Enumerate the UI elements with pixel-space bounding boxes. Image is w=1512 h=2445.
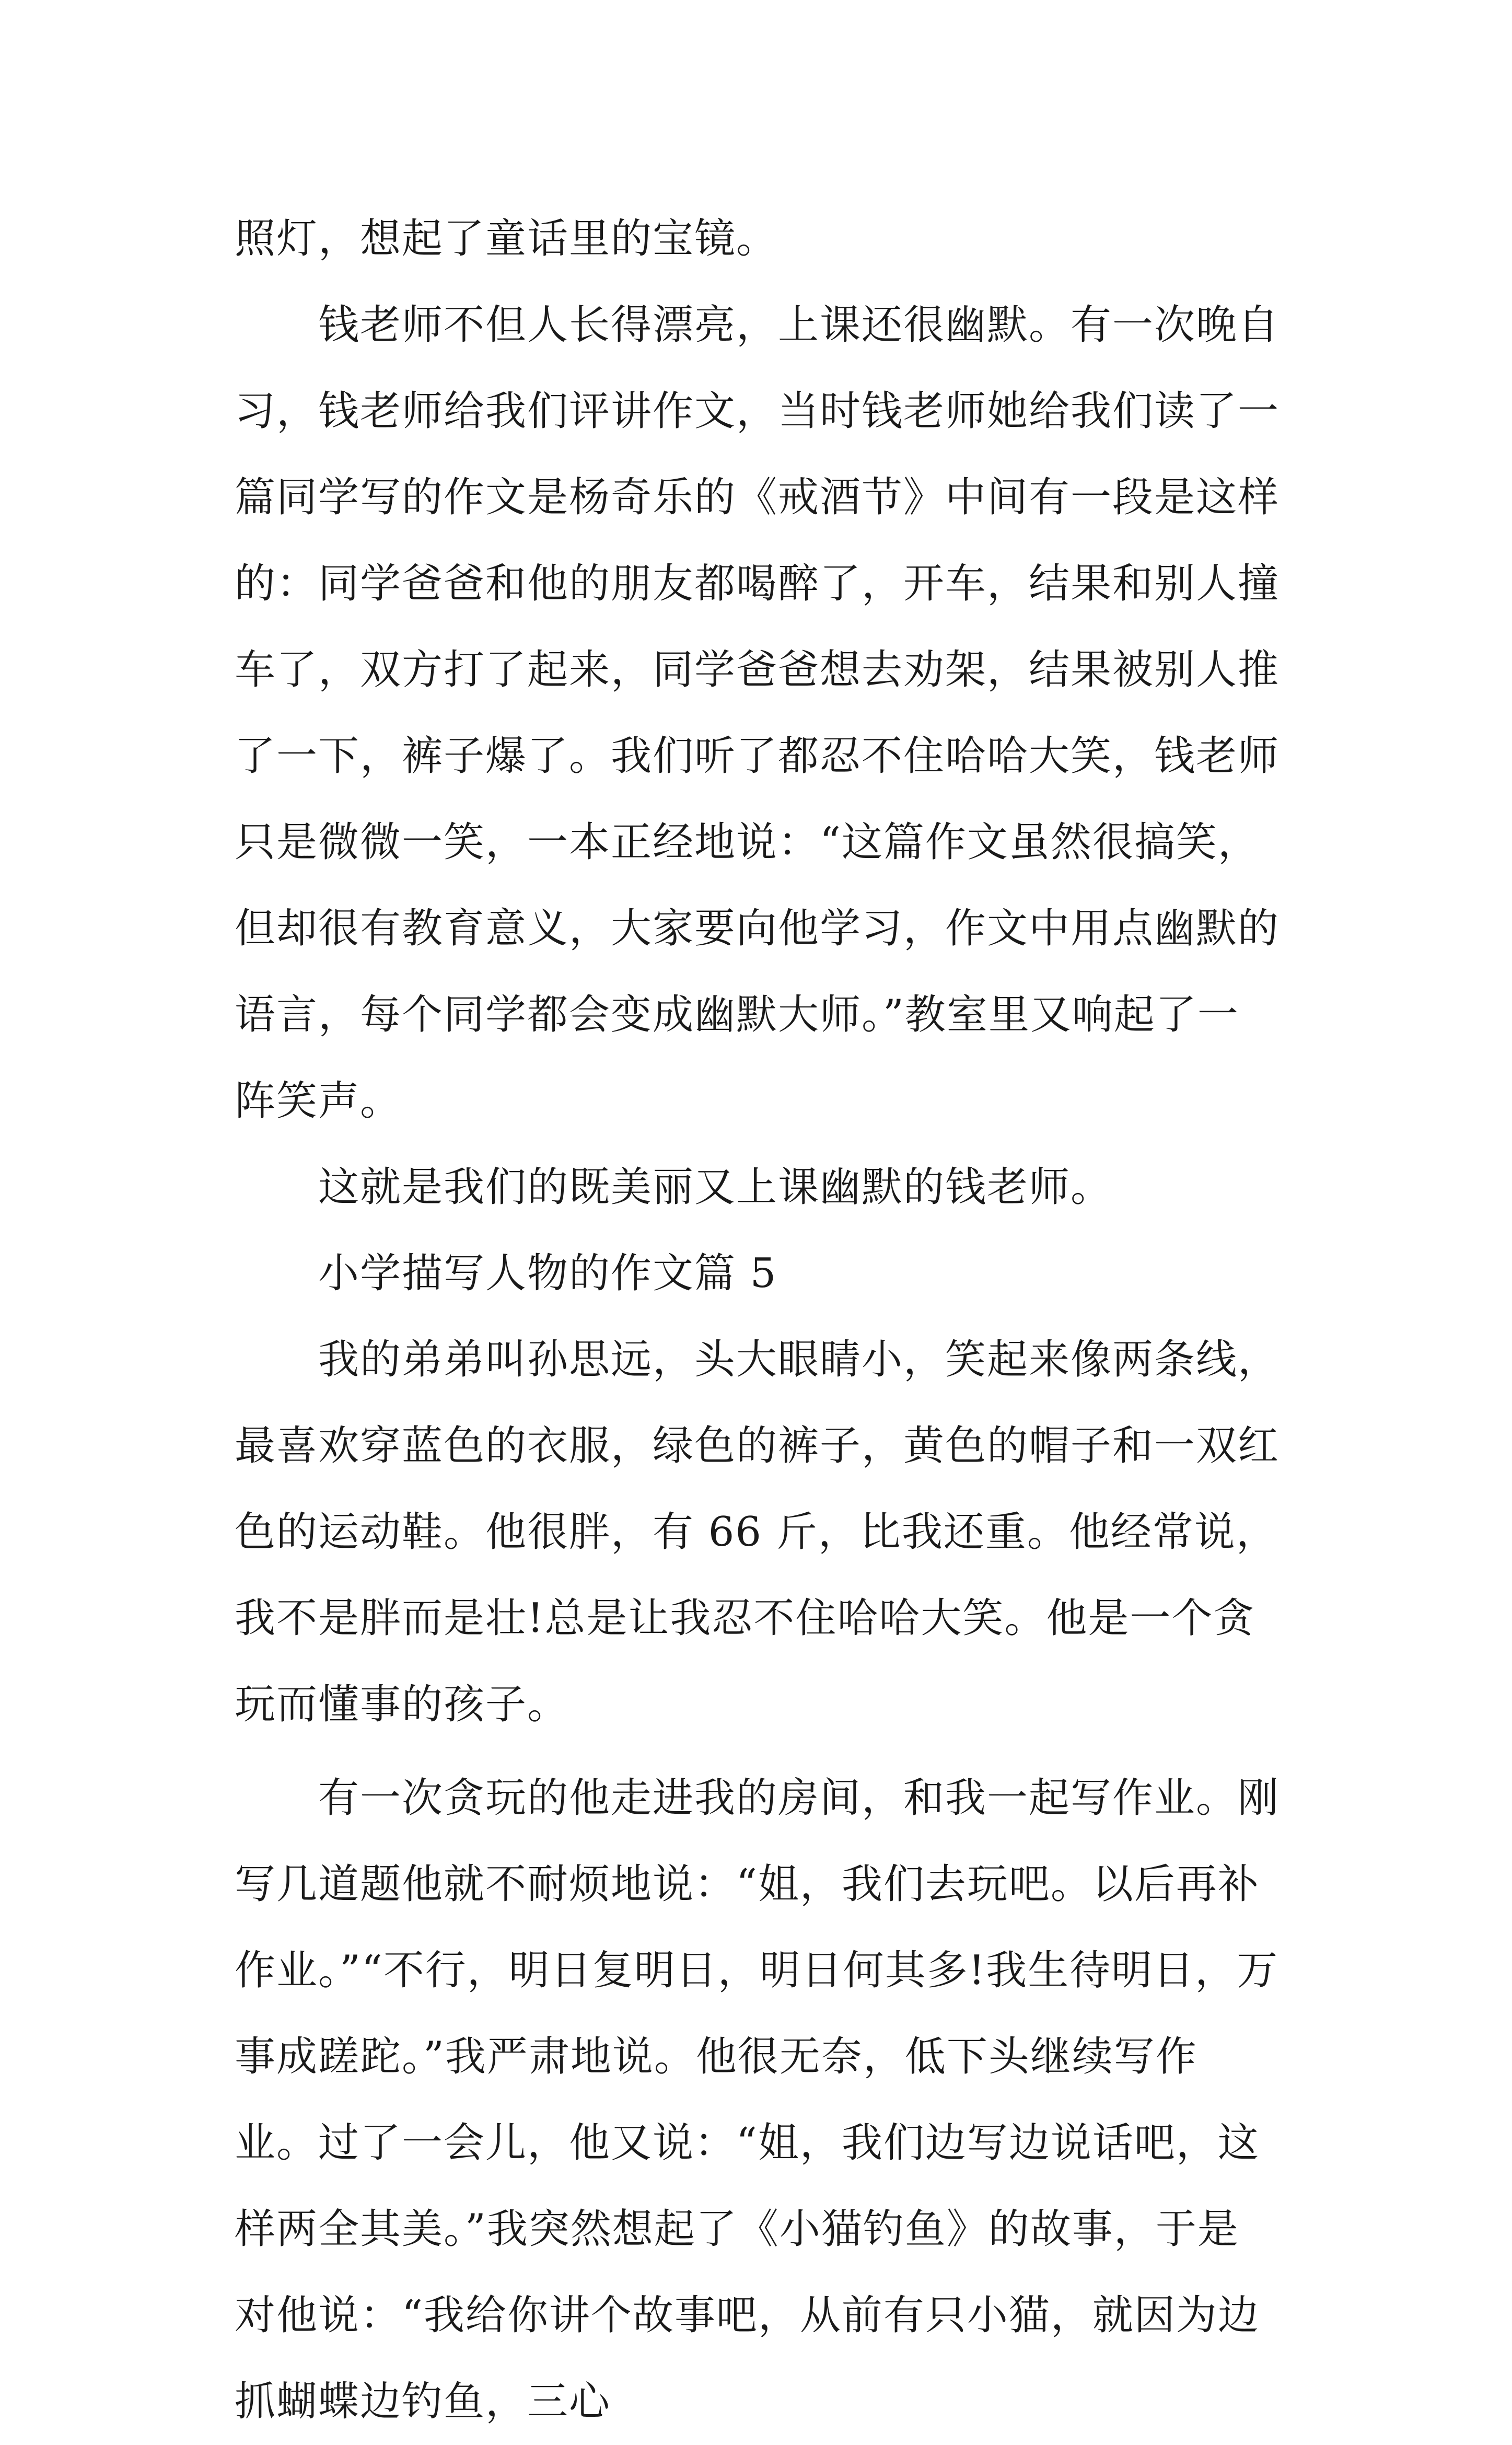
paragraph-continuation: 照灯，想起了童话里的宝镜。	[235, 215, 778, 262]
paragraph-teacher-humor: 钱老师不但人长得漂亮，上课还很幽默。有一次晚自习，钱老师给我们评讲作文，当时钱老师她给我们读了一篇同学写的作文是杨奇乐的《戒酒节》中间有一段是这样的：同学爸爸和他的朋友都喝醉了，开车，结果和别人撞车了，双方打了起来，同学爸爸想去劝架，结果被别人推了一下，裤子爆了。我们听了都忍不住哈哈大笑，钱老师只是微微一笑，一本正经地说：“这篇作文虽然很搞笑，但却很有教育意义，大家要向他学习，作文中用点幽默的语言，每个同学都会变成幽默大师。”教室里又响起了一阵笑声。	[235, 302, 1280, 1125]
paragraph-conclusion: 这就是我们的既美丽又上课幽默的钱老师。	[318, 1164, 1113, 1211]
document-body	[235, 196, 1280, 2445]
section-heading: 小学描写人物的作文篇 5	[318, 1250, 777, 1297]
paragraph-brother-description: 我的弟弟叫孙思远，头大眼睛小，笑起来像两条线，最喜欢穿蓝色的衣服，绿色的裤子，黄色的帽子和一双红色的运动鞋。他很胖，有 66 斤，比我还重。他经常说，我不是胖而是壮!总是让我忍不住哈哈大笑。他是一个贪玩而懂事的孩子。	[235, 1336, 1280, 1728]
paragraph-homework-story: 有一次贪玩的他走进我的房间，和我一起写作业。刚写几道题他就不耐烦地说：“姐，我们去玩吧。以后再补作业。”“不行，明日复明日，明日何其多!我生待明日，万事成蹉跎。”我严肃地说。他很无奈，低下头继续写作业。过了一会儿，他又说：“姐，我们边写边说话吧，这样两全其美。”我突然想起了《小猫钓鱼》的故事，于是对他说：“我给你讲个故事吧，从前有只小猫，就因为边抓蝴蝶边钓鱼，三心	[235, 1775, 1280, 2425]
